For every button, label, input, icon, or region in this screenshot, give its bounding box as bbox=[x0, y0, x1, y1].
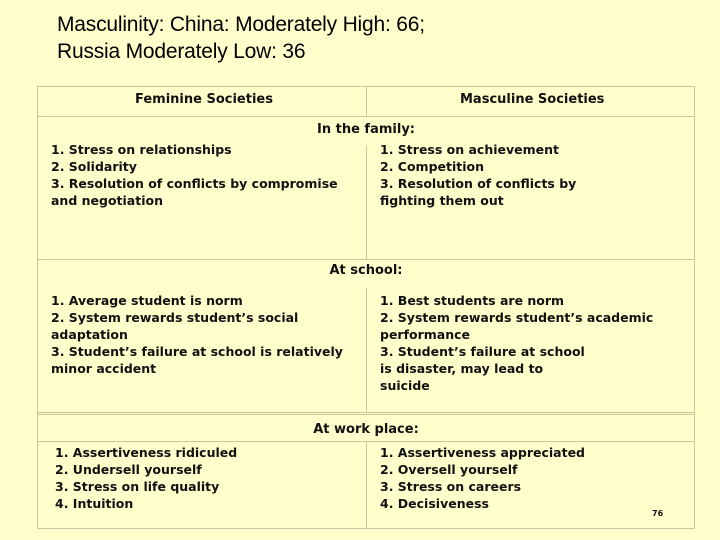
list-item: 1. Stress on relationships bbox=[51, 142, 232, 157]
work-heading-text: At work place: bbox=[313, 422, 419, 437]
list-item: 3. Resolution of conflicts by compromise bbox=[51, 176, 338, 191]
list-item: 2. Solidarity bbox=[51, 159, 137, 174]
section-family-content bbox=[38, 142, 694, 259]
title-line-2: Russia Moderately Low: 36 bbox=[57, 40, 306, 63]
work-masculine-list bbox=[380, 444, 585, 512]
school-masculine-list bbox=[380, 292, 653, 394]
family-feminine-list bbox=[51, 141, 338, 209]
school-feminine-list bbox=[51, 292, 343, 377]
list-item: 3. Stress on careers bbox=[380, 479, 522, 494]
family-heading-text: In the family: bbox=[317, 122, 415, 137]
list-item: 1. Assertiveness ridiculed bbox=[55, 445, 238, 460]
list-item: performance bbox=[380, 327, 471, 342]
list-item: 1. Best students are norm bbox=[380, 293, 565, 308]
list-item: fighting them out bbox=[380, 193, 504, 208]
list-item: 1. Average student is norm bbox=[51, 293, 243, 308]
list-item: 2. Oversell yourself bbox=[380, 462, 518, 477]
list-item: 4. Intuition bbox=[55, 496, 134, 511]
list-item: 1. Assertiveness appreciated bbox=[380, 445, 585, 460]
work-feminine-list bbox=[55, 444, 237, 512]
header-feminine: Feminine Societies bbox=[135, 92, 273, 107]
list-item: 2. System rewards student’s social bbox=[51, 310, 299, 325]
list-item: 3. Student’s failure at school bbox=[380, 344, 585, 359]
list-item: minor accident bbox=[51, 361, 157, 376]
list-item: 1. Stress on achievement bbox=[380, 142, 559, 157]
school-heading-text: At school: bbox=[329, 263, 403, 278]
table-header-row bbox=[38, 86, 694, 116]
column-divider bbox=[366, 87, 367, 116]
section-school-heading bbox=[38, 259, 694, 284]
column-divider bbox=[366, 288, 367, 412]
title-line-1: Masculinity: China: Moderately High: 66; bbox=[57, 13, 425, 36]
list-item: adaptation bbox=[51, 327, 128, 342]
list-item: 3. Student’s failure at school is relatively bbox=[51, 344, 343, 359]
list-item: 4. Decisiveness bbox=[380, 496, 489, 511]
section-work-heading bbox=[38, 412, 694, 441]
comparison-table bbox=[37, 86, 695, 529]
list-item: 3. Resolution of conflicts by bbox=[380, 176, 577, 191]
list-item: suicide bbox=[380, 378, 430, 393]
list-item: 2. System rewards student’s academic bbox=[380, 310, 654, 325]
family-masculine-list bbox=[380, 141, 576, 209]
list-item: and negotiation bbox=[51, 193, 163, 208]
list-item: 3. Stress on life quality bbox=[55, 479, 220, 494]
page-number: 76 bbox=[652, 509, 664, 518]
column-divider bbox=[366, 442, 367, 528]
header-masculine: Masculine Societies bbox=[460, 92, 605, 107]
list-item: 2. Competition bbox=[380, 159, 485, 174]
list-item: 2. Undersell yourself bbox=[55, 462, 202, 477]
column-divider bbox=[366, 145, 367, 259]
section-work-content bbox=[38, 441, 694, 529]
list-item: is disaster, may lead to bbox=[380, 361, 544, 376]
slide-title bbox=[57, 11, 425, 65]
section-school-content bbox=[38, 284, 694, 412]
